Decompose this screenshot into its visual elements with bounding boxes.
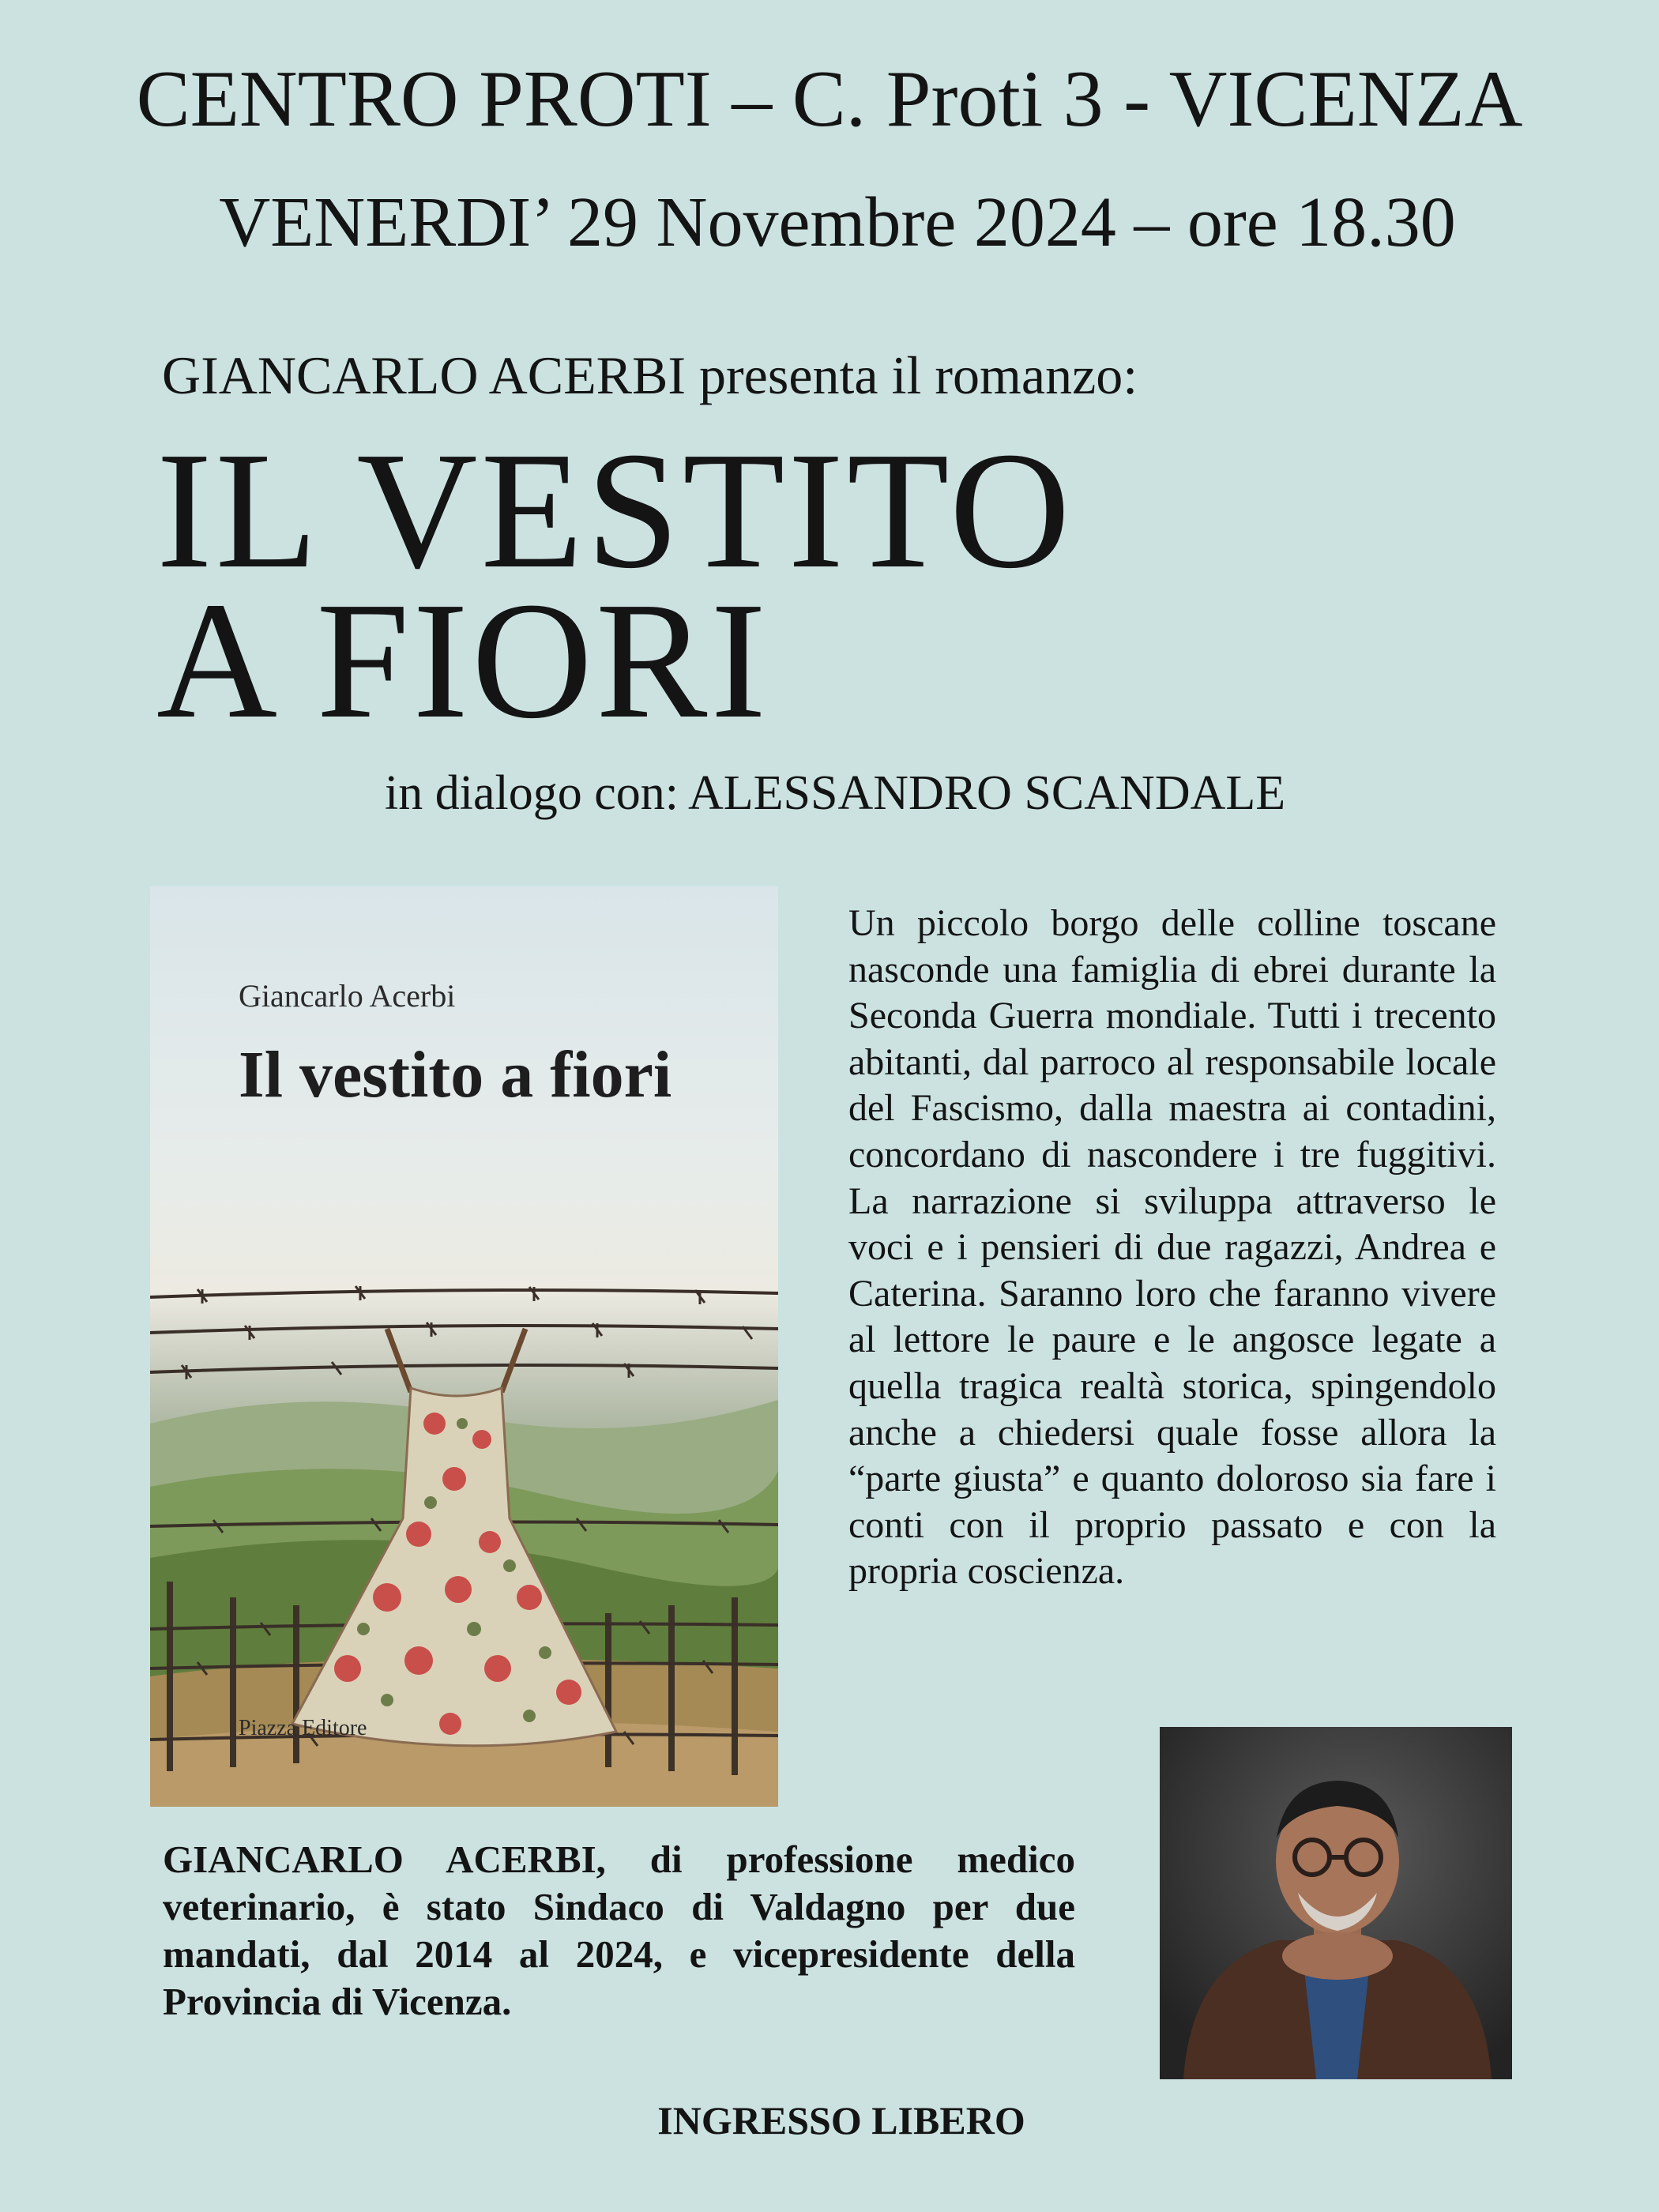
book-cover-image — [150, 886, 778, 1807]
presenter-line: GIANCARLO ACERBI presenta il romanzo: — [162, 345, 1138, 405]
cover-author: Giancarlo Acerbi — [239, 978, 456, 1014]
author-bio: GIANCARLO ACERBI, di professione medico veterinario, è stato Sindaco di Valdagno per due mandati, dal 2014 al 2024, e vicepresidente della Provincia di Vicenza. — [163, 1838, 1075, 2023]
dress-fence-illustration — [150, 1187, 778, 1807]
dialogue-line: in dialogo con: ALESSANDRO SCANDALE — [385, 766, 1286, 820]
event-datetime: VENERDI’ 29 Novembre 2024 – ore 18.30 — [219, 183, 1456, 261]
author-portrait-photo — [1160, 1727, 1512, 2079]
cover-publisher: Piazza Editore — [239, 1716, 367, 1740]
book-synopsis: Un piccolo borgo delle colline toscane nasconde una famiglia di ebrei durante la Seconda Guerra mondiale. Tutti i trecento abitanti, dal parroco al responsabile locale del Fascismo, dalla maestra ai contadini, concordano di nascondere i tre fuggitivi. La narrazione si sviluppa attraverso le voci e i pensieri di due ragazzi, Andrea e Caterina. Saranno loro che faranno vivere al lettore le paure e le angosce legate a quella tragica realtà storica, spingendolo anche a chiedersi quale fosse allora la “parte giusta” e quanto doloroso sia fare i conti con il proprio passato e con la propria coscienza. — [848, 902, 1496, 1593]
venue-heading: CENTRO PROTI – C. Proti 3 - VICENZA — [136, 55, 1523, 144]
free-entry-notice: INGRESSO LIBERO — [657, 2098, 1025, 2142]
book-title-line-2: A FIORI — [156, 567, 770, 753]
book-title-line-1: IL VESTITO — [156, 417, 1074, 603]
cover-title: Il vestito a fiori — [239, 1038, 672, 1112]
